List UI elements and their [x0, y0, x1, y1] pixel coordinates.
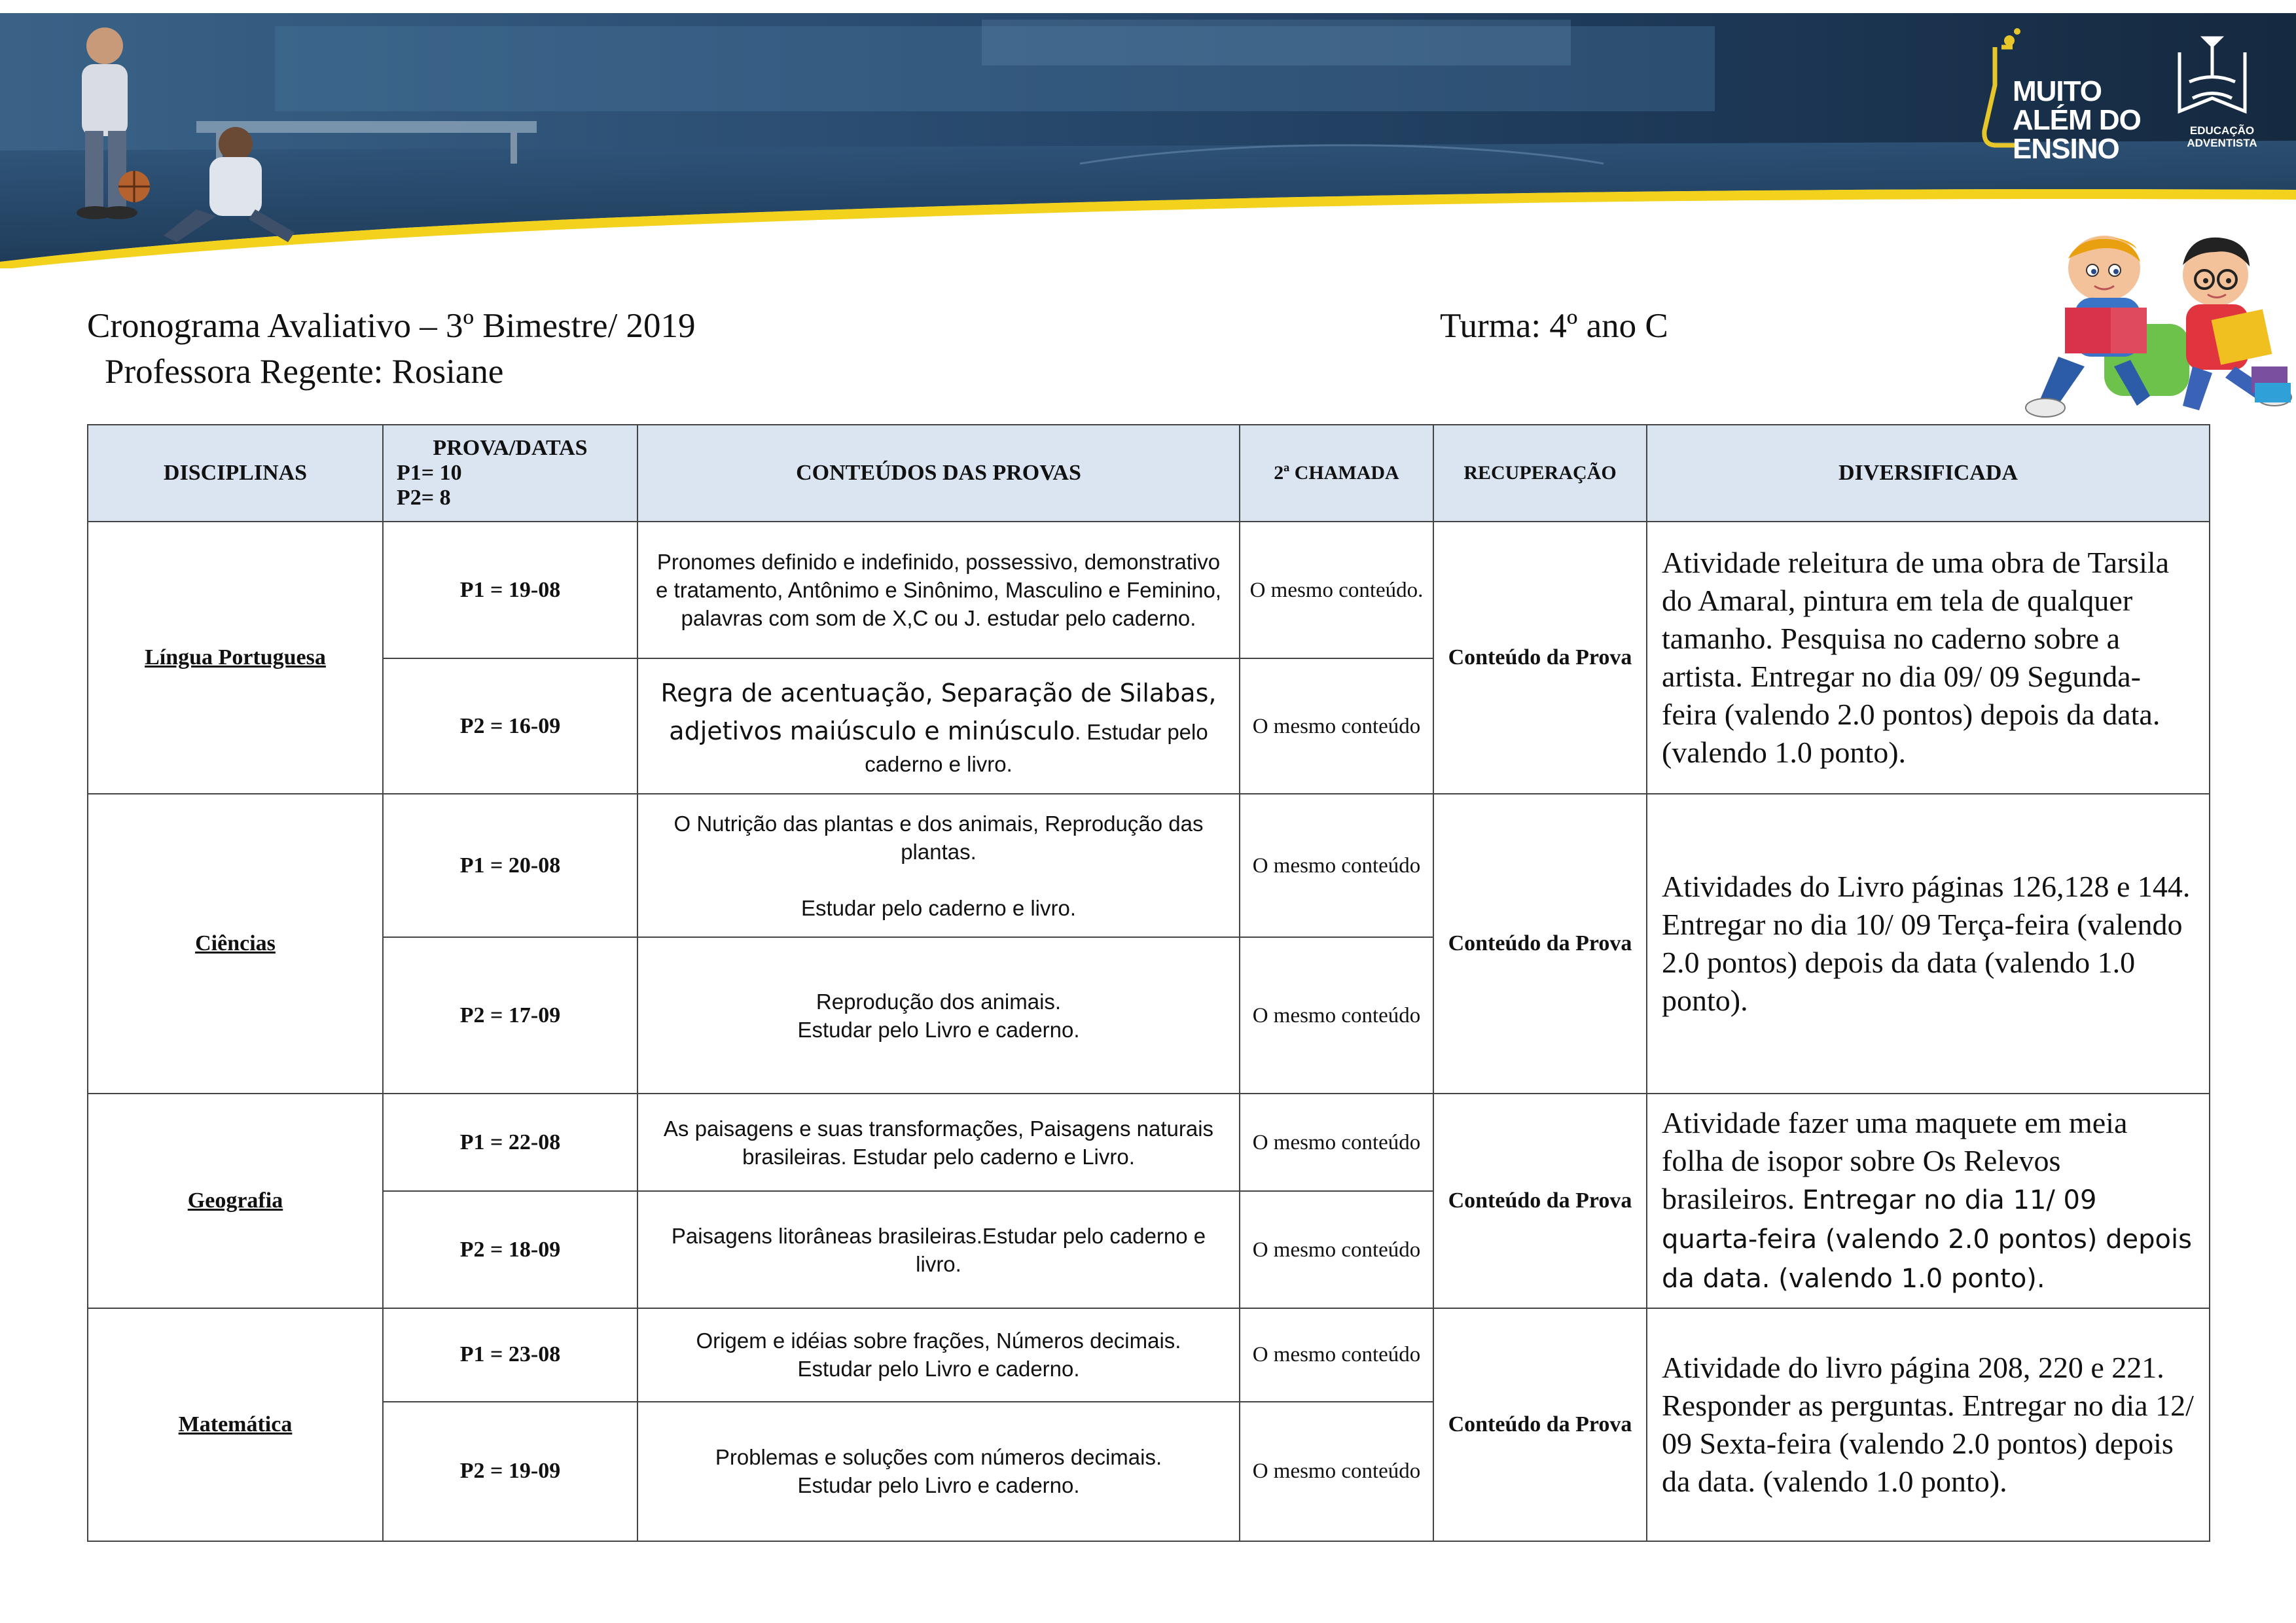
- teacher-label: Professora Regente: Rosiane: [105, 353, 504, 391]
- exam-date: P2 = 17-09: [383, 937, 637, 1094]
- exam-content: Reprodução dos animais. Estudar pelo Livro e caderno.: [637, 937, 1240, 1094]
- exam-date: P1 = 22-08: [383, 1094, 637, 1191]
- diversified-activity: [1647, 1094, 2210, 1308]
- exam-content-handwritten: Regra de acentuação, Separação de Silabas, adjetivos maiúsculo e minúsculo: [660, 679, 1217, 746]
- header-diversificada: DIVERSIFICADA: [1647, 425, 2210, 522]
- exam-date: P2 = 19-09: [383, 1402, 637, 1541]
- evaluation-schedule-table: [87, 424, 2210, 1542]
- second-call: O mesmo conteúdo: [1240, 1191, 1433, 1308]
- header-prova-p1-weight: P1= 10: [397, 461, 462, 485]
- diversified-activity: Atividade releitura de uma obra de Tarsila do Amaral, pintura em tela de qualquer tamanho. Pesquisa no caderno sobre a artista. Entregar no dia 09/ 09 Segunda-feira (valendo 2.0 pontos) depois da data. (valendo 1.0 ponto).: [1647, 522, 2210, 794]
- exam-date: P1 = 23-08: [383, 1308, 637, 1402]
- table-row: [88, 1308, 2210, 1402]
- subject-name: Língua Portuguesa: [145, 645, 326, 670]
- second-call: O mesmo conteúdo: [1240, 937, 1433, 1094]
- recovery: Conteúdo da Prova: [1433, 522, 1647, 794]
- exam-date: P2 = 18-09: [383, 1191, 637, 1308]
- diversified-activity-deadline: Entregar no dia 11/ 09 quarta-feira (valendo 2.0 pontos) depois da data. (valendo 1.0 ponto).: [1662, 1185, 2192, 1294]
- header-prova-p2-weight: P2= 8: [397, 486, 451, 510]
- second-call: O mesmo conteúdo: [1240, 1094, 1433, 1191]
- muito-alem-do-ensino-logo: MUITO ALÉM DO ENSINO: [2013, 75, 2141, 165]
- exam-content: As paisagens e suas transformações, Paisagens naturais brasileiras. Estudar pelo caderno e Livro.: [637, 1094, 1240, 1191]
- educacao-adventista-logo: EDUCAÇÃO ADVENTISTA: [2187, 124, 2257, 149]
- exam-content: Problemas e soluções com números decimais. Estudar pelo Livro e caderno.: [637, 1402, 1240, 1541]
- exam-content: Pronomes definido e indefinido, possessivo, demonstrativo e tratamento, Antônimo e Sinônimo, Masculino e Feminino, palavras com som de X,C ou J. estudar pelo caderno.: [637, 522, 1240, 658]
- header-banner: [0, 0, 2296, 268]
- exam-content-note: . Estudar pelo caderno e livro.: [865, 720, 1208, 777]
- header-prova-datas: [383, 425, 637, 522]
- subject-name: Ciências: [195, 931, 276, 956]
- exam-date: P1 = 20-08: [383, 794, 637, 937]
- class-label: Turma: 4º ano C: [1440, 307, 1668, 345]
- recovery: Conteúdo da Prova: [1433, 1094, 1647, 1308]
- table-row: [88, 1094, 2210, 1191]
- table-header-row: [88, 425, 2210, 522]
- exam-content: O Nutrição das plantas e dos animais, Reprodução das plantas. Estudar pelo caderno e livro.: [637, 794, 1240, 937]
- subject-name: Geografia: [187, 1188, 283, 1213]
- second-call: O mesmo conteúdo: [1240, 794, 1433, 937]
- second-call: O mesmo conteúdo: [1240, 658, 1433, 794]
- header-prova-title: PROVA/DATAS: [433, 436, 588, 460]
- header-conteudos: CONTEÚDOS DAS PROVAS: [637, 425, 1240, 522]
- exam-content: Paisagens litorâneas brasileiras.Estudar pelo caderno e livro.: [637, 1191, 1240, 1308]
- exam-content: [637, 658, 1240, 794]
- recovery: Conteúdo da Prova: [1433, 794, 1647, 1094]
- exam-date: P1 = 19-08: [383, 522, 637, 658]
- subject-cell: [88, 522, 383, 794]
- subject-cell: [88, 794, 383, 1094]
- table-row: [88, 794, 2210, 937]
- document-title: Cronograma Avaliativo – 3º Bimestre/ 2019: [87, 307, 696, 345]
- header-segunda-chamada: 2ª CHAMADA: [1240, 425, 1433, 522]
- gym-photo-image: [0, 0, 2296, 268]
- diversified-activity: Atividades do Livro páginas 126,128 e 144. Entregar no dia 10/ 09 Terça-feira (valendo 2.0 pontos) depois da data (valendo 1.0 ponto).: [1647, 794, 2210, 1094]
- diversified-activity: Atividade do livro página 208, 220 e 221. Responder as perguntas. Entregar no dia 12/ 09 Sexta-feira (valendo 2.0 pontos) depois da data. (valendo 1.0 ponto).: [1647, 1308, 2210, 1541]
- reading-kids-illustration: [2019, 226, 2294, 422]
- subject-name: Matemática: [178, 1412, 293, 1437]
- table-row: [88, 522, 2210, 658]
- recovery: Conteúdo da Prova: [1433, 1308, 1647, 1541]
- exam-date: P2 = 16-09: [383, 658, 637, 794]
- second-call: O mesmo conteúdo.: [1240, 522, 1433, 658]
- diversified-activity-text: Atividade fazer uma maquete em meia folha de isopor sobre Os Relevos brasileiros.: [1662, 1106, 2128, 1216]
- header-recuperacao: RECUPERAÇÃO: [1433, 425, 1647, 522]
- second-call: O mesmo conteúdo: [1240, 1308, 1433, 1402]
- exam-content: Origem e idéias sobre frações, Números decimais. Estudar pelo Livro e caderno.: [637, 1308, 1240, 1402]
- subject-cell: [88, 1094, 383, 1308]
- subject-cell: [88, 1308, 383, 1541]
- second-call: O mesmo conteúdo: [1240, 1402, 1433, 1541]
- header-disciplinas: DISCIPLINAS: [88, 425, 383, 522]
